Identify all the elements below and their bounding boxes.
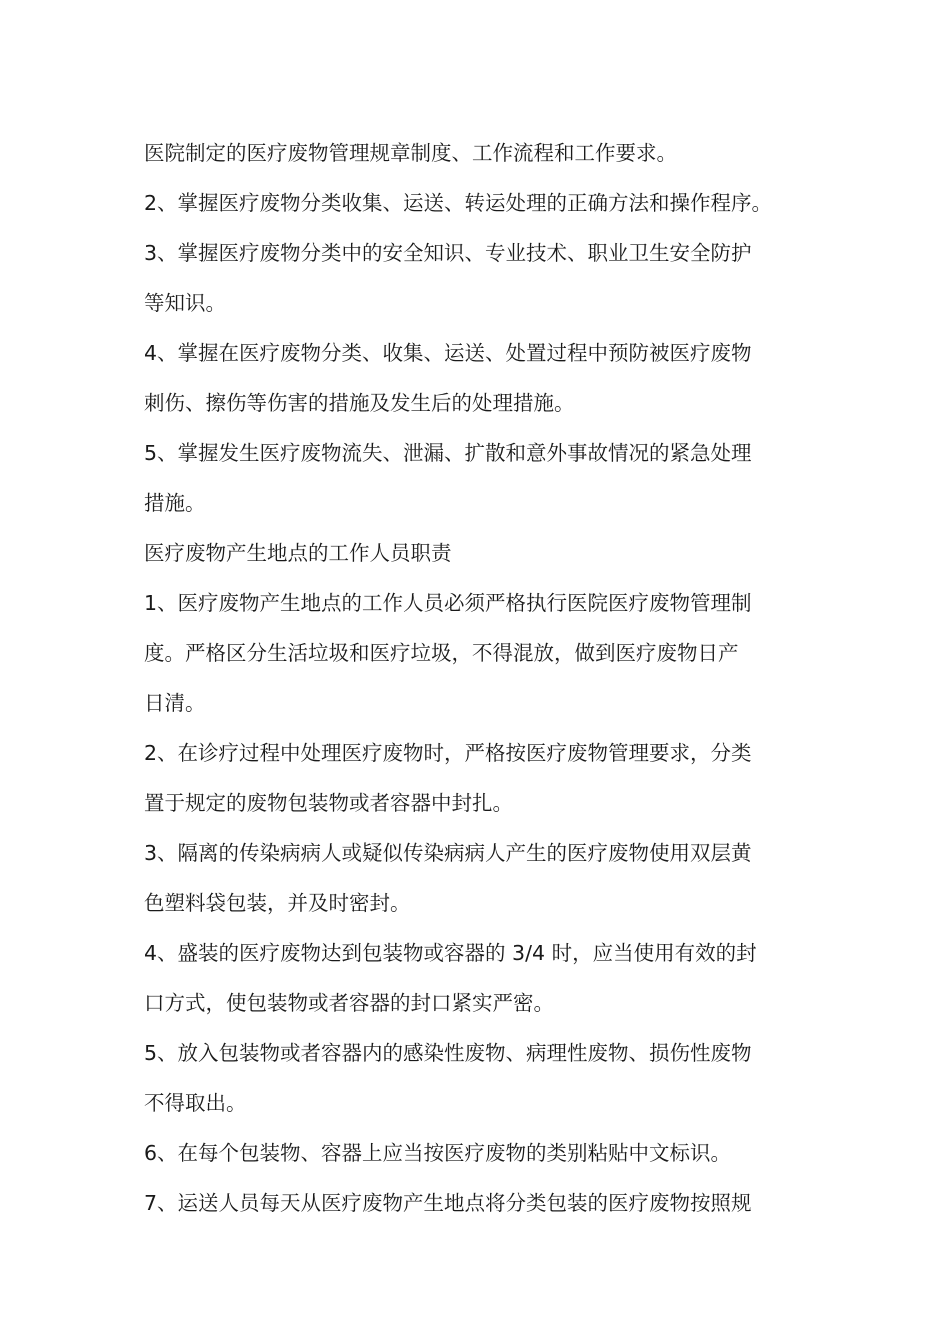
text-line: 度。严格区分生活垃圾和医疗垃圾，不得混放，做到医疗废物日产 [144,641,739,665]
text-line: 等知识。 [144,291,226,315]
text-line: 置于规定的废物包装物或者容器中封扎。 [144,791,513,815]
list-item-6: 6、在每个包装物、容器上应当按医疗废物的类别粘贴中文标识。 [144,1141,732,1165]
list-item-7: 7、运送人员每天从医疗废物产生地点将分类包装的医疗废物按照规 [144,1191,752,1215]
list-item-3: 3、隔离的传染病病人或疑似传染病病人产生的医疗废物使用双层黄 [144,841,752,865]
list-item-2: 2、在诊疗过程中处理医疗废物时，严格按医疗废物管理要求，分类 [144,741,752,765]
list-item-4: 4、盛装的医疗废物达到包装物或容器的 3/4 时，应当使用有效的封 [144,941,757,965]
list-item-4: 4、掌握在医疗废物分类、收集、运送、处置过程中预防被医疗废物 [144,341,752,365]
section-heading: 医疗废物产生地点的工作人员职责 [144,541,452,565]
text-line: 医院制定的医疗废物管理规章制度、工作流程和工作要求。 [144,141,677,165]
document-body [144,128,824,1228]
text-line: 不得取出。 [144,1091,247,1115]
text-line: 刺伤、擦伤等伤害的措施及发生后的处理措施。 [144,391,575,415]
list-item-1: 1、医疗废物产生地点的工作人员必须严格执行医院医疗废物管理制 [144,591,752,615]
text-line: 日清。 [144,691,206,715]
list-item-5: 5、掌握发生医疗废物流失、泄漏、扩散和意外事故情况的紧急处理 [144,441,752,465]
list-item-2: 2、掌握医疗废物分类收集、运送、转运处理的正确方法和操作程序。 [144,191,773,215]
text-line: 色塑料袋包装，并及时密封。 [144,891,411,915]
text-line: 措施。 [144,491,206,515]
list-item-3: 3、掌握医疗废物分类中的安全知识、专业技术、职业卫生安全防护 [144,241,752,265]
text-line: 口方式，使包装物或者容器的封口紧实严密。 [144,991,554,1015]
list-item-5: 5、放入包装物或者容器内的感染性废物、病理性废物、损伤性废物 [144,1041,752,1065]
